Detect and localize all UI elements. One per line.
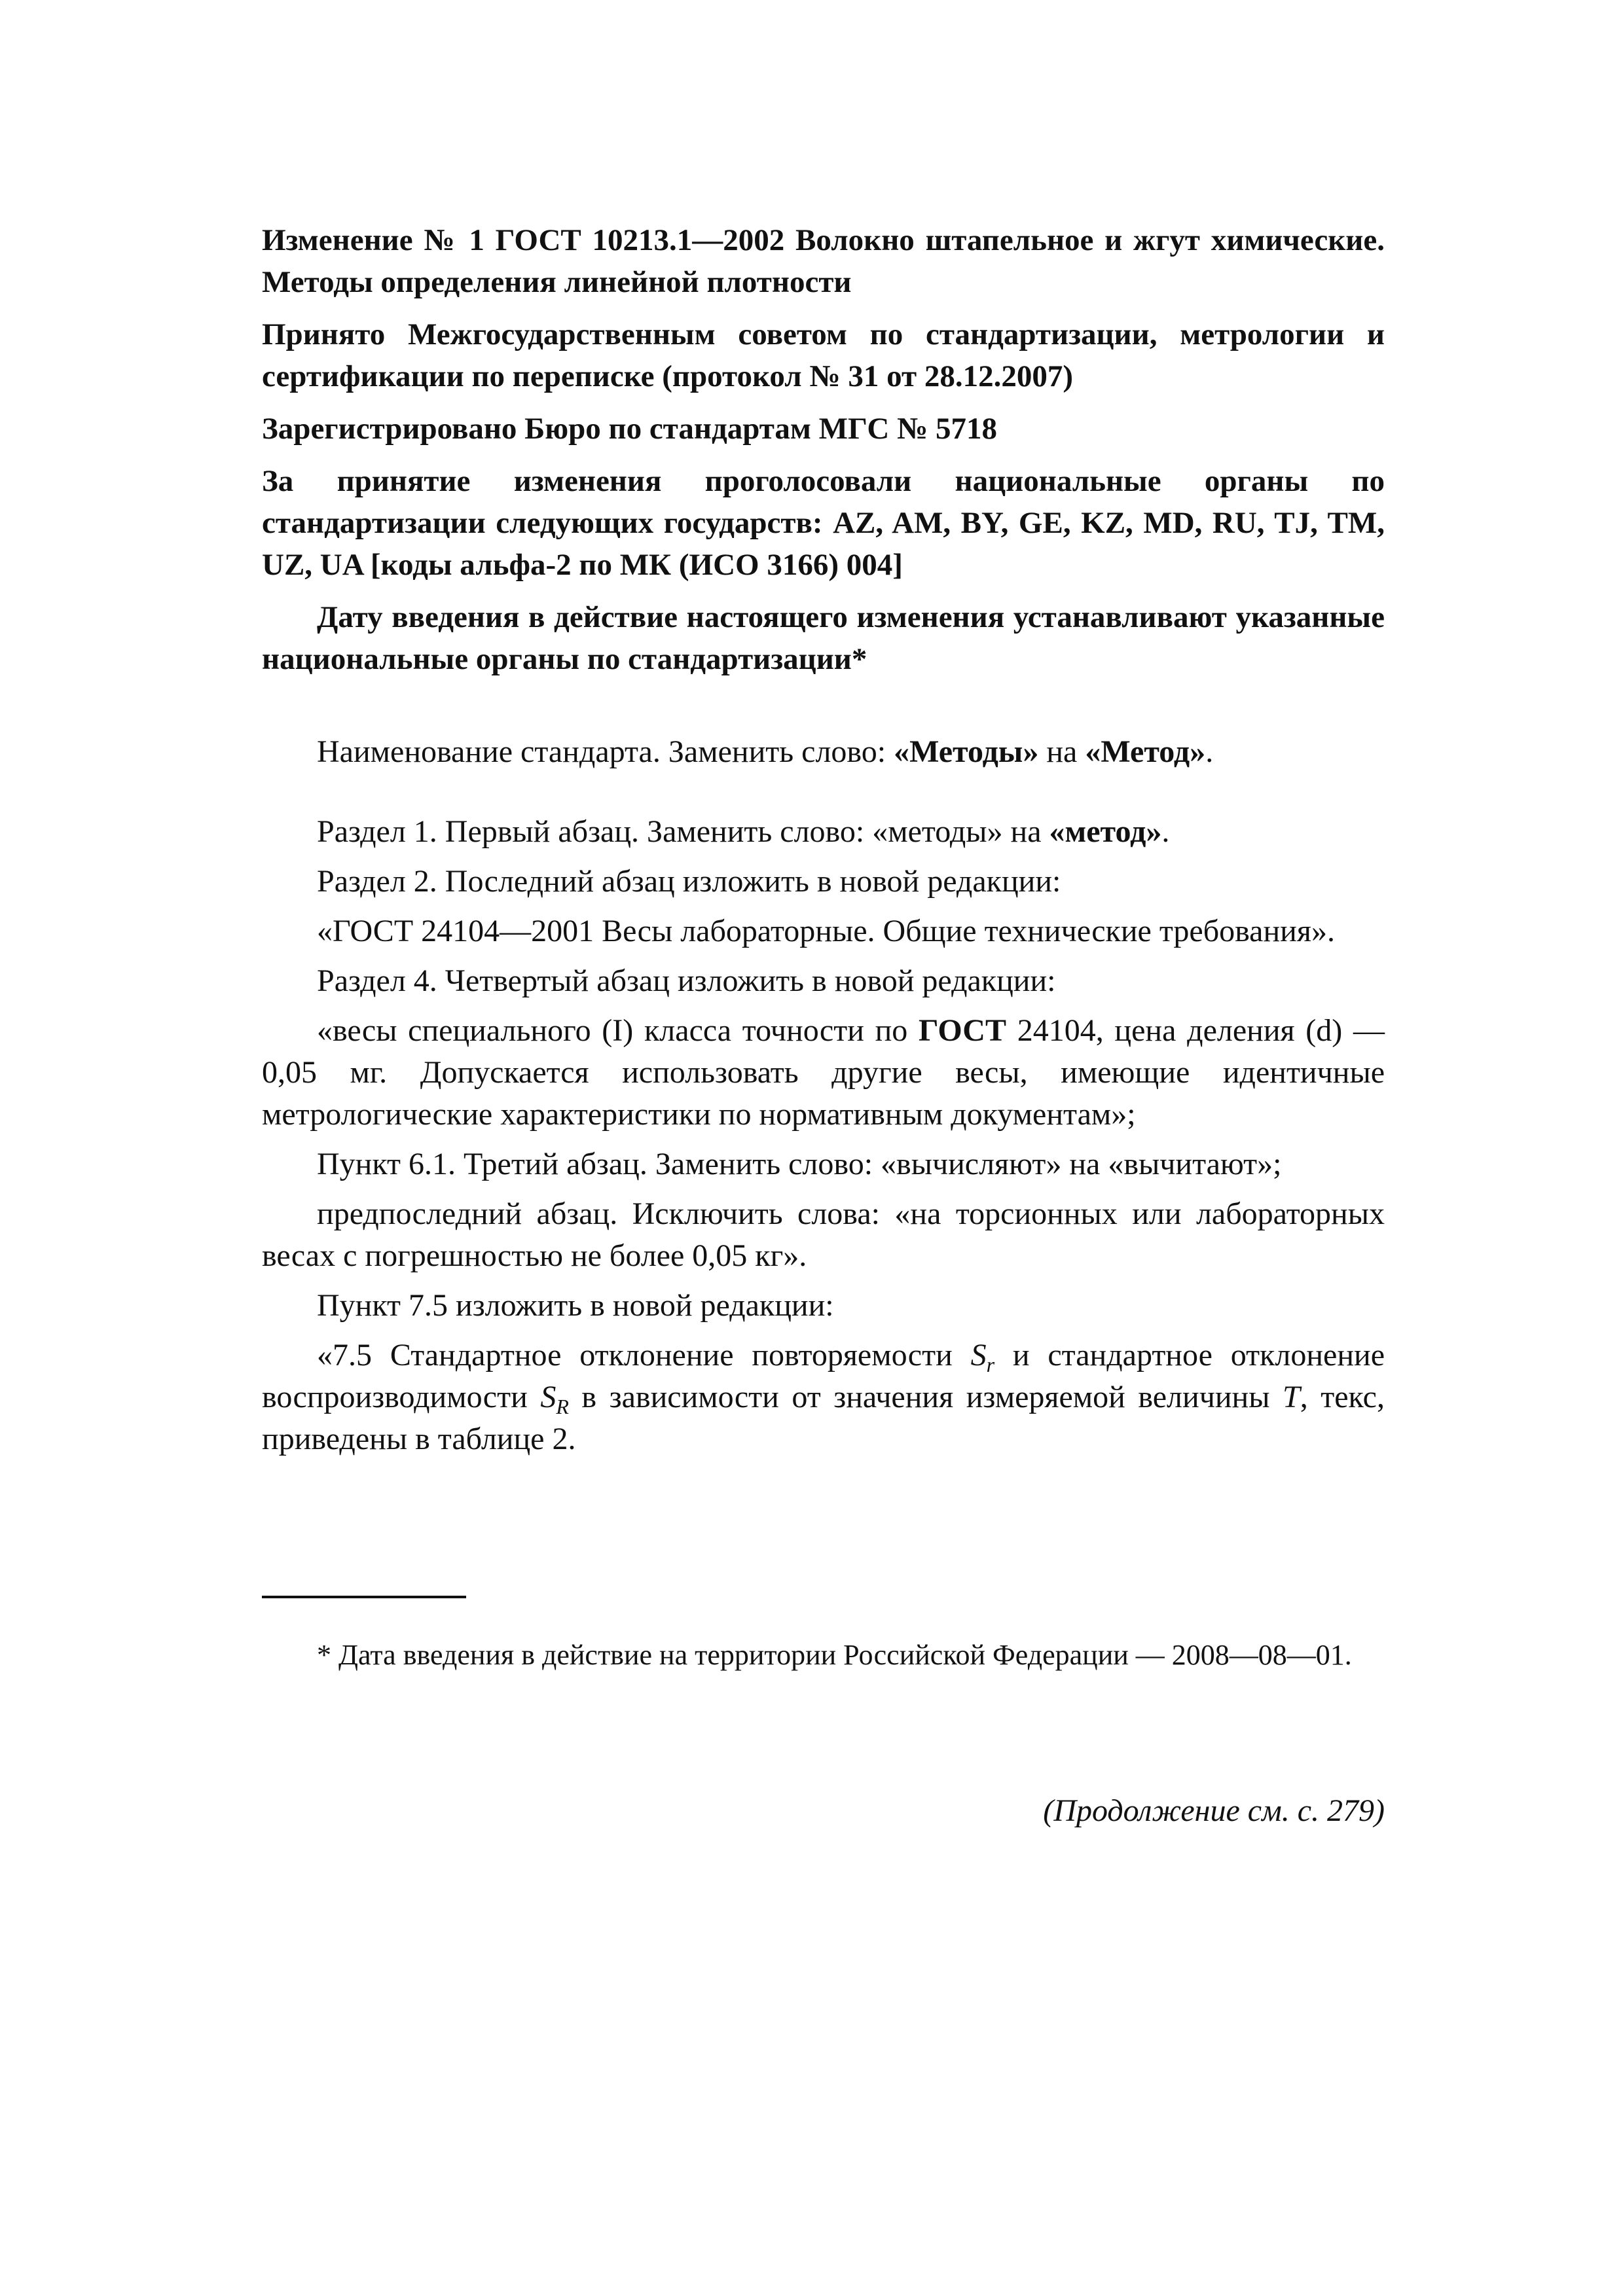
p1-text: Наименование стандарта. Заменить слово: [317,734,894,769]
paragraph-section-4: Раздел 4. Четвертый абзац изложить в новой редакции: [317,963,1056,998]
paragraph-section-2-text: «ГОСТ 24104—2001 Весы лабораторные. Общие технические требования». [317,914,1335,948]
paragraph-item-6-1-b: предпоследний абзац. Исключить слова: «на торсионных или лабораторных весах с погрешностью не более 0,05 кг». [262,1196,1385,1273]
voted-note: За принятие изменения проголосовали национальные органы по стандартизации следующих государств: AZ, AM, BY, GE, KZ, MD, RU, TJ, TM, UZ, UA [коды альфа-2 по МК (ИСО 3166) 004] [262,464,1385,582]
p6-b: 24104, цена деления (d) — 0,05 мг. Допускается использовать другие весы, имеющие идентичные метрологические характеристики по нормативным документам»; [262,1013,1385,1132]
p1-mid: на [1038,734,1085,769]
symbol-s-r-letter: S [970,1338,987,1372]
effective-date-note: Дату введения в действие настоящего изменения устанавливают указанные национальные органы по стандартизации* [262,600,1385,676]
p1-to: «Метод» [1085,734,1206,769]
symbol-s-big-r-sub: R [556,1395,569,1418]
symbol-s-r-sub: r [986,1353,995,1376]
paragraph-item-7-5-text [262,1335,1385,1460]
paragraph-item-7-5: Пункт 7.5 изложить в новой редакции: [317,1288,834,1323]
footnote-divider [262,1596,466,1598]
adopted-note: Принято Межгосударственным советом по стандартизации, метрологии и сертификации по переписке (протокол № 31 от 28.12.2007) [262,317,1385,393]
p1-end: . [1205,734,1214,769]
p10-d: , текс, приведены в таблице 2. [262,1380,1385,1456]
paragraph-section-1 [262,811,1385,853]
p6-a: «весы специального (I) класса точности по [317,1013,919,1048]
paragraph-item-6-1: Пункт 6.1. Третий абзац. Заменить слово: «вычисляют» на «вычитают»; [317,1147,1282,1181]
p10-a: «7.5 Стандартное отклонение повторяемости [317,1338,971,1372]
document-page [262,219,1385,1468]
p2-to: «метод» [1049,814,1162,849]
footnote: * Дата введения в действие на территории Российской Федерации — 2008—08—01. [317,1639,1352,1671]
p10-c: в зависимости от значения измеряемой величины [568,1380,1283,1414]
paragraph-section-2: Раздел 2. Последний абзац изложить в новой редакции: [317,864,1061,899]
p1-from: «Методы» [894,734,1039,769]
symbol-s-big-r-letter: S [540,1380,556,1414]
paragraph-section-4-text [262,1010,1385,1136]
symbol-s-r [970,1338,995,1376]
p10-b: и стандартное отклонение воспроизводимости [262,1338,1385,1414]
p6-gost: ГОСТ [919,1013,1006,1048]
p2-text: Раздел 1. Первый абзац. Заменить слово: «методы» на [317,814,1049,849]
symbol-s-big-r [540,1380,569,1418]
paragraph-standard-name [262,731,1385,773]
amendment-title: Изменение № 1 ГОСТ 10213.1—2002 Волокно штапельное и жгут химические. Методы определения линейной плотности [262,223,1385,299]
continued-note: (Продолжение см. с. 279) [1043,1793,1385,1828]
registered-note: Зарегистрировано Бюро по стандартам МГС № 5718 [262,412,997,446]
p2-end: . [1161,814,1170,849]
symbol-t: T [1283,1380,1300,1414]
